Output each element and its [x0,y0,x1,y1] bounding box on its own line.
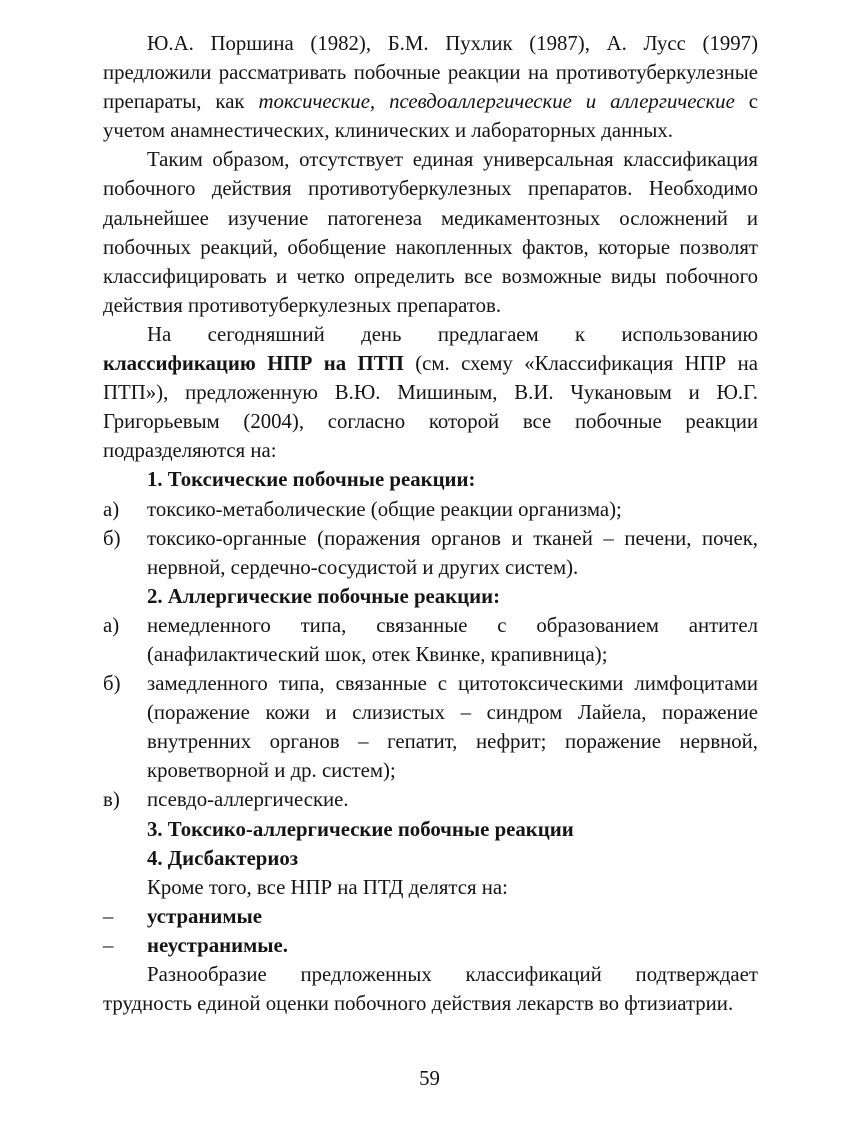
intro-text-italic: токсические, псевдоаллергические и аллергические [258,90,735,114]
section1-heading: 1. Токсические побочные реакции: [147,468,476,492]
list-item [103,669,758,785]
list-marker: б) [103,526,121,550]
intro-paragraph [103,29,758,145]
proposal-text-part2: (см. схему «Классификация НПР на ПТП»), предложенную В.Ю. Мишиным, В.И. Чукановым и Ю.Г. Григорьевым (2004), согласно которой все побочные реакции подразделяются на: [103,352,758,463]
intro-text-part1: Ю.А. Поршина (1982), Б.М. Пухлик (1987), А. Лусс (1997) предложили рассматривать побочные реакции на противотуберкулезные препараты, как [103,32,758,114]
proposal-paragraph [103,320,758,465]
list-marker: а) [103,613,120,637]
intro-text-part2: с учетом анамнестических, клинических и лабораторных данных. [103,90,758,143]
list-marker: б) [103,672,121,696]
dash-marker: – [103,904,114,928]
section2-heading: 2. Аллергические побочные реакции: [147,584,501,608]
section3-heading: 3. Токсико-аллергические побочные реакции [147,817,574,841]
list-item [103,785,758,814]
dash-marker: – [103,933,114,957]
list-item-text: замедленного типа, связанные с цитотоксическими лимфоцитами (поражение кожи и слизистых – синдром Лайела, поражение внутренних органов – гепатит, нефрит; поражение нервной, кроветворной и др. систем); [147,672,758,783]
final-paragraph: Разнообразие предложенных классификаций подтверждает трудность единой оценки побочного действия лекарств во фтизиатрии. [103,963,758,1016]
conclusion-paragraph: Таким образом, отсутствует единая универсальная классификация побочного действия противотуберкулезных препаратов. Необходимо дальнейшее изучение патогенеза медикаментозных осложнений и побочных реакций, обобщение накопленных фактов, которые позволят классифицировать и четко определить все возможные виды побочного действия противотуберкулезных препаратов. [103,148,758,317]
proposal-text-part1: На сегодняшний день предлагаем к использованию [147,322,758,346]
list-item-text: немедленного типа, связанные с образованием антител (анафилактический шок, отек Квинке, крапивница); [147,613,758,666]
list-marker: в) [103,788,120,812]
dash-list-item [103,931,758,960]
dash-item-text: неустранимые. [147,933,288,957]
list-item-text: токсико-органные (поражения органов и тканей – печени, почек, нервной, сердечно-сосудистой и других систем). [147,526,758,579]
division-intro: Кроме того, все НПР на ПТД делятся на: [147,875,508,899]
list-item [103,495,758,524]
list-item [103,611,758,669]
list-item-text: псевдо-аллергические. [147,788,349,812]
list-marker: а) [103,497,120,521]
page-number: 59 [419,1067,440,1090]
proposal-text-bold: классификацию НПР на ПТП [103,352,404,376]
dash-list-item [103,902,758,931]
list-item-text: токсико-метаболические (общие реакции организма); [147,497,622,521]
list-item [103,524,758,582]
dash-item-text: устранимые [147,904,263,928]
section4-heading: 4. Дисбактериоз [147,846,299,870]
